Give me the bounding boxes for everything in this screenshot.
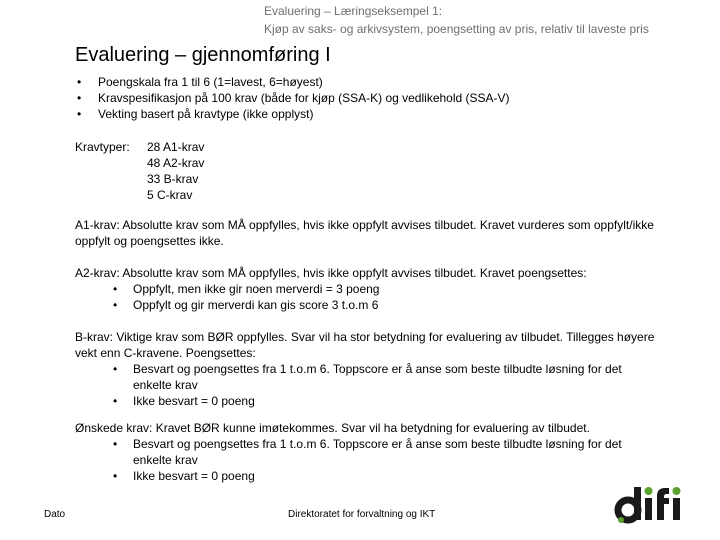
logo-accent-dot (618, 517, 624, 523)
footer-organization: Direktoratet for forvaltning og IKT (288, 509, 436, 520)
logo-f (657, 488, 669, 520)
footer-date: Dato (44, 509, 66, 520)
logo-i2-stem (673, 498, 680, 520)
a1-krav-text: A1-krav: Absolutte krav som MÅ oppfylles, hvis ikke oppfylt avvises tilbudet. Kravet vurderes som oppfylt/ikke oppfylt og poengsettes ikke. (75, 218, 654, 248)
onskede-bullet: • Besvart og poengsettes fra 1 t.o.m 6. Toppscore er å anse som beste tilbudte løsning for det enkelte krav (75, 436, 655, 468)
b-bullet-list (75, 361, 655, 409)
onskede-krav-block (75, 420, 655, 484)
a2-bullet: • Oppfylt, men ikke gir noen merverdi = 3 poeng (75, 281, 655, 297)
kravtype-item: 28 A1-krav (147, 140, 205, 154)
kravtyper-label: Kravtyper: (75, 140, 130, 154)
logo-i1-dot (645, 487, 653, 495)
a2-krav-text: A2-krav: Absolutte krav som MÅ oppfylles, hvis ikke oppfylt avvises tilbudet. Kravet poengsettes: (75, 266, 587, 280)
a2-krav-block (75, 265, 655, 313)
kravtype-item: 48 A2-krav (147, 156, 205, 170)
logo-i1-stem (645, 498, 652, 520)
b-krav-block (75, 329, 655, 409)
onskede-bullet: • Ikke besvart = 0 poeng (75, 468, 655, 484)
onskede-krav-text: Ønskede krav: Kravet BØR kunne imøtekommes. Svar vil ha betydning for evaluering av tilbudet. (75, 421, 590, 435)
kravtype-item: 33 B-krav (147, 172, 199, 186)
intro-bullet: • Poengskala fra 1 til 6 (1=lavest, 6=høyest) (75, 74, 510, 90)
difi-logo (613, 484, 688, 531)
logo-i2-dot (673, 487, 681, 495)
kravtyper-list (147, 139, 204, 203)
header-line-2: Kjøp av saks- og arkivsystem, poengsetting av pris, relativ til laveste pris (264, 22, 649, 36)
b-bullet: • Besvart og poengsettes fra 1 t.o.m 6. Toppscore er å anse som beste tilbudte løsning for det enkelte krav (75, 361, 655, 393)
logo-d-stem (634, 487, 641, 520)
intro-bullet: • Vekting basert på kravtype (ikke opplyst) (75, 106, 510, 122)
intro-bullet: • Kravspesifikasjon på 100 krav (både for kjøp (SSA-K) og vedlikehold (SSA-V) (75, 90, 510, 106)
a2-bullet-list (75, 281, 655, 313)
header-line-1: Evaluering – Læringseksempel 1: (264, 4, 443, 18)
a1-krav-block (75, 217, 655, 249)
a2-bullet: • Oppfylt og gir merverdi kan gis score 3 t.o.m 6 (75, 297, 655, 313)
difi-logo-graphic (613, 484, 688, 526)
intro-bullet-list (75, 74, 510, 122)
b-bullet: • Ikke besvart = 0 poeng (75, 393, 655, 409)
onskede-bullet-list (75, 436, 655, 484)
kravtype-item: 5 C-krav (147, 188, 193, 202)
b-krav-text: B-krav: Viktige krav som BØR oppfylles. Svar vil ha stor betydning for evaluering av tilbudet. Tillegges høyere vekt enn C-kravene. Poengsettes: (75, 330, 655, 360)
slide-title: Evaluering – gjennomføring I (75, 44, 331, 66)
